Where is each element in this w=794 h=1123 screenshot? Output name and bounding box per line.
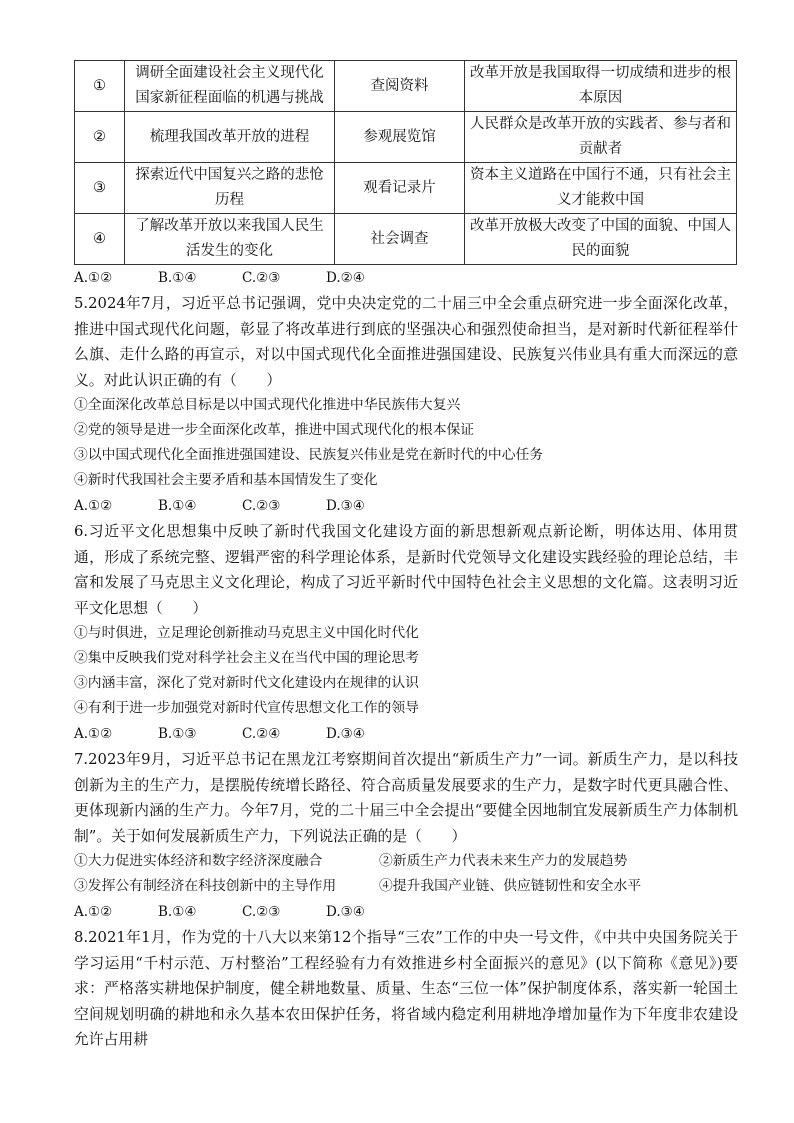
row-topic: 探索近代中国复兴之路的悲怆历程 (125, 163, 335, 214)
row-method: 参观展览馆 (335, 112, 465, 163)
row-topic: 调研全面建设社会主义现代化国家新征程面临的机遇与挑战 (125, 61, 335, 112)
statement-item: ③以中国式现代化全面推进强国建设、民族复兴伟业是党在新时代的中心任务 (74, 447, 544, 463)
table-row (75, 112, 737, 163)
row-conclusion: 人民群众是改革开放的实践者、参与者和贡献者 (465, 112, 737, 163)
option-b[interactable]: B.①③ (158, 726, 197, 742)
statement-item: ①大力促进实体经济和数字经济深度融合 (74, 853, 323, 869)
statement-item: ④有利于进一步加强党对新时代宣传思想文化工作的领导 (74, 700, 419, 716)
option-a[interactable]: A.①② (74, 726, 113, 742)
option-c[interactable]: C.②④ (242, 726, 281, 742)
row-topic: 梳理我国改革开放的进程 (125, 112, 335, 163)
statement-item: ②党的领导是进一步全面深化改革，推进中国式现代化的根本保证 (74, 422, 475, 438)
row-method: 社会调查 (335, 214, 465, 265)
statement-item: ③内涵丰富，深化了党对新时代文化建设内在规律的认识 (74, 675, 419, 691)
option-c[interactable]: C.②③ (242, 498, 281, 514)
option-a[interactable]: A.①② (74, 498, 113, 514)
row-number: ③ (75, 163, 125, 214)
q4-options (74, 265, 738, 291)
option-d[interactable]: D.③④ (326, 726, 365, 742)
statement-item: ④提升我国产业链、供应链韧性和安全水平 (379, 878, 642, 894)
option-a[interactable]: A.①② (74, 270, 113, 286)
row-number: ④ (75, 214, 125, 265)
table-row (75, 214, 737, 265)
row-topic: 了解改革开放以来我国人民生活发生的变化 (125, 214, 335, 265)
table-row (75, 163, 737, 214)
row-method: 观看记录片 (335, 163, 465, 214)
option-a[interactable]: A.①② (74, 904, 113, 920)
option-d[interactable]: D.③④ (326, 498, 365, 514)
row-conclusion: 改革开放极大改变了中国的面貌、中国人民的面貌 (465, 214, 737, 265)
question-stem: 5.2024年7月，习近平总书记强调，党中央决定党的二十届三中全会重点研究进一步全面深化改革，推进中国式现代化问题，彰显了将改革进行到底的坚强决心和强烈使命担当，是对新时代新征程举什么旗、走什么路的再宣示，对以中国式现代化全面推进强国建设、民族复兴伟业具有重大而深远的意义。对此认识正确的有（ ） (74, 295, 738, 389)
question-stem: 8.2021年1月，作为党的十八大以来第12个指导“三农”工作的中央一号文件，《中共中央国务院关于学习运用“千村示范、万村整治”工程经验有力有效推进乡村全面振兴的意见》(以下简称《意见》)要求：严格落实耕地保护制度，健全耕地数量、质量、生态“三位一体”保护制度体系，落实新一轮国土空间规划明确的耕地和永久基本农田保护任务，将省域内稳定利用耕地净增加量作为下年度非农建设允许占用耕 (74, 929, 738, 1048)
statement-row (74, 849, 738, 874)
option-c[interactable]: C.②③ (242, 904, 281, 920)
row-number: ② (75, 112, 125, 163)
option-b[interactable]: B.①④ (158, 270, 197, 286)
option-d[interactable]: D.③④ (326, 904, 365, 920)
row-conclusion: 资本主义道路在中国行不通，只有社会主义才能救中国 (465, 163, 737, 214)
row-method: 查阅资料 (335, 61, 465, 112)
table-row (75, 61, 737, 112)
question-8 (74, 925, 738, 1053)
q7-options (74, 899, 738, 925)
statement-item: ②新质生产力代表未来生产力的发展趋势 (379, 853, 628, 869)
statement-item: ②集中反映我们党对科学社会主义在当代中国的理论思考 (74, 650, 419, 666)
question-5 (74, 291, 738, 519)
option-c[interactable]: C.②③ (242, 270, 281, 286)
inquiry-table (74, 60, 737, 265)
statement-item: ③发挥公有制经济在科技创新中的主导作用 (74, 878, 337, 894)
q6-options (74, 721, 738, 747)
question-stem: 6.习近平文化思想集中反映了新时代我国文化建设方面的新思想新观点新论断，明体达用、体用贯通，形成了系统完整、逻辑严密的科学理论体系，是新时代党领导文化建设实践经验的理论总结，丰富和发展了马克思主义文化理论，构成了习近平新时代中国特色社会主义思想的文化篇。这表明习近平文化思想（ ） (74, 523, 738, 617)
statement-item: ①全面深化改革总目标是以中国式现代化推进中华民族伟大复兴 (74, 397, 461, 413)
statement-row (74, 874, 738, 899)
option-b[interactable]: B.①④ (158, 498, 197, 514)
option-b[interactable]: B.①④ (158, 904, 197, 920)
option-d[interactable]: D.②④ (326, 270, 365, 286)
row-number: ① (75, 61, 125, 112)
question-7 (74, 747, 738, 925)
statement-item: ④新时代我国社会主要矛盾和基本国情发生了变化 (74, 472, 378, 488)
row-conclusion: 改革开放是我国取得一切成绩和进步的根本原因 (465, 61, 737, 112)
q5-options (74, 493, 738, 519)
question-stem: 7.2023年9月，习近平总书记在黑龙江考察期间首次提出“新质生产力”一词。新质生产力，是以科技创新为主的生产力，是摆脱传统增长路径、符合高质量发展要求的生产力，是数字时代更具融合性、更体现新内涵的生产力。今年7月，党的二十届三中全会提出“要健全因地制宜发展新质生产力体制机制”。关于如何发展新质生产力，下列说法正确的是（ ） (74, 751, 738, 845)
exam-page (74, 60, 738, 1053)
statement-item: ①与时俱进，立足理论创新推动马克思主义中国化时代化 (74, 625, 419, 641)
question-6 (74, 519, 738, 747)
